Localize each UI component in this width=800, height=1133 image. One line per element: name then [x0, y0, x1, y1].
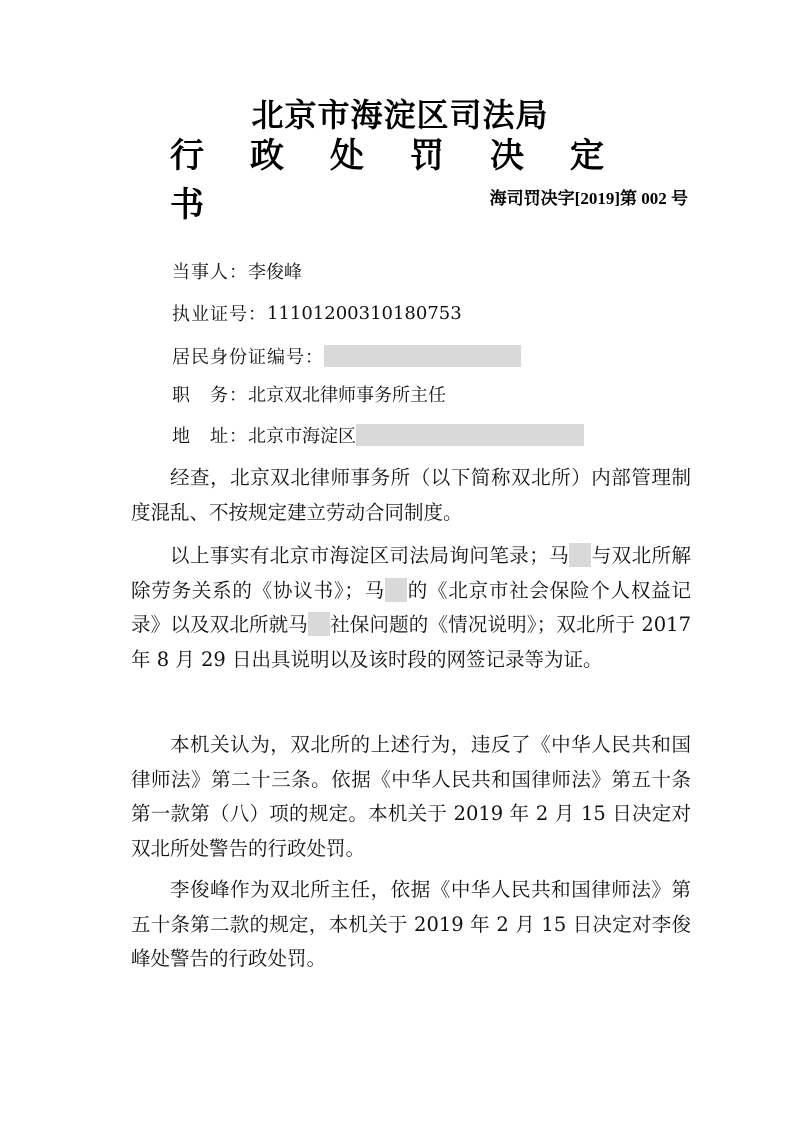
agency-title: 北京市海淀区司法局 [251, 96, 549, 134]
document-type-title: 行政处罚决定书 [170, 136, 650, 225]
party-name-label: 当事人： [172, 262, 248, 283]
license-line [172, 300, 462, 326]
name-redaction-2 [385, 578, 407, 602]
id-redaction [324, 345, 521, 367]
position-value: 北京双北律师事务所主任 [248, 385, 446, 406]
license-value: 11101200310180753 [267, 302, 462, 324]
evidence-text-3: 的《北京市社会保险个人权益记录》以及双北所就马 [131, 578, 691, 636]
document-number: 海司罚决字[2019]第 002 号 [489, 189, 688, 208]
evidence-text-4: 社保问题的《情况说明》；双北所于 2017 年 8 月 29 日出具说明以及该时段的网签记录等为证。 [131, 613, 691, 671]
name-redaction-3 [308, 612, 330, 636]
party-name-line [172, 258, 302, 284]
paragraph-findings: 经查，北京双北律师事务所（以下简称双北所）内部管理制度混乱、不按规定建立劳动合同制度。 [131, 466, 691, 524]
license-label: 执业证号： [172, 304, 267, 325]
evidence-text-2: 与双北所解除劳务关系的《协议书》；马 [131, 544, 691, 602]
paragraph-individual-penalty: 李俊峰作为双北所主任，依据《中华人民共和国律师法》第五十条第二款的规定，本机关于 2019 年 2 月 15 日决定对李俊峰处警告的行政处罚。 [131, 878, 691, 970]
id-line [172, 343, 521, 369]
party-name-value: 李俊峰 [248, 262, 302, 283]
address-line [172, 422, 584, 448]
address-redaction [356, 424, 584, 446]
id-label: 居民身份证编号： [172, 347, 324, 368]
paragraph-determination: 本机关认为，双北所的上述行为，违反了《中华人民共和国律师法》第二十三条。依据《中华人民共和国律师法》第五十条第一款第（八）项的规定。本机关于 2019 年 2 月 15 日决定对双北所处警告的行政处罚。 [131, 733, 691, 860]
address-value: 北京市海淀区 [248, 426, 356, 447]
evidence-text-1: 以上事实有北京市海淀区司法局询问笔录；马 [170, 544, 570, 567]
name-redaction-1 [569, 543, 591, 567]
position-label: 职 务： [172, 385, 248, 406]
paragraph-evidence [131, 539, 691, 677]
address-label: 地 址： [172, 426, 248, 447]
position-line [172, 381, 446, 407]
